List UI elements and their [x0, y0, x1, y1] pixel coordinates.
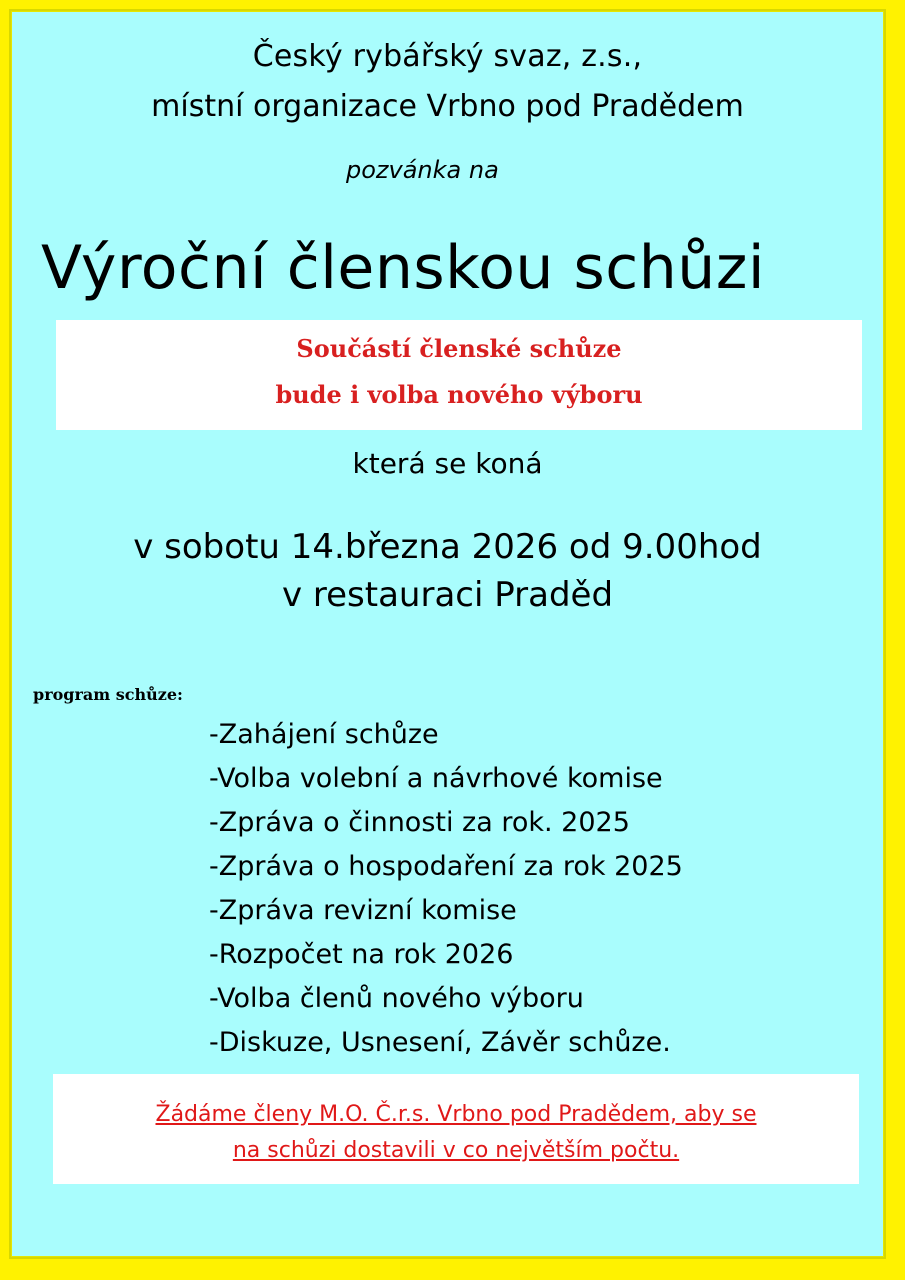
organization-name: Český rybářský svaz, z.s., [252, 39, 643, 74]
program-item: -Zpráva o hospodaření za rok 2025 [209, 851, 683, 882]
program-item: -Volba členů nového výboru [209, 983, 584, 1014]
attendance-request-box [53, 1074, 859, 1184]
invitation-poster [9, 9, 886, 1259]
attendance-request-line-2: na schůzi dostavili v co největším počtu. [232, 1138, 680, 1163]
organization-branch: místní organizace Vrbno pod Pradědem [151, 89, 744, 124]
headline: Výroční členskou schůzi [41, 233, 765, 303]
invitation-label: pozvánka na [346, 156, 499, 184]
program-item: -Diskuze, Usnesení, Závěr schůze. [209, 1027, 671, 1058]
election-notice-box [56, 320, 862, 430]
attendance-request-line-1: Žádáme členy M.O. Č.r.s. Vrbno pod Pradědem, aby se [155, 1102, 757, 1127]
program-label: program schůze: [33, 685, 183, 704]
election-notice-line-1: Součástí členské schůze [296, 334, 622, 363]
event-place: v restauraci Praděd [281, 575, 614, 615]
program-list [209, 713, 683, 1065]
program-item: -Zpráva o činnosti za rok. 2025 [209, 807, 630, 838]
program-item: -Zahájení schůze [209, 719, 439, 750]
program-item: -Volba volební a návrhové komise [209, 763, 663, 794]
held-text: která se koná [352, 447, 543, 480]
program-item: -Rozpočet na rok 2026 [209, 939, 514, 970]
event-date: v sobotu 14.března 2026 od 9.00hod [133, 527, 762, 567]
election-notice-line-2: bude i volba nového výboru [275, 380, 643, 409]
program-item: -Zpráva revizní komise [209, 895, 517, 926]
